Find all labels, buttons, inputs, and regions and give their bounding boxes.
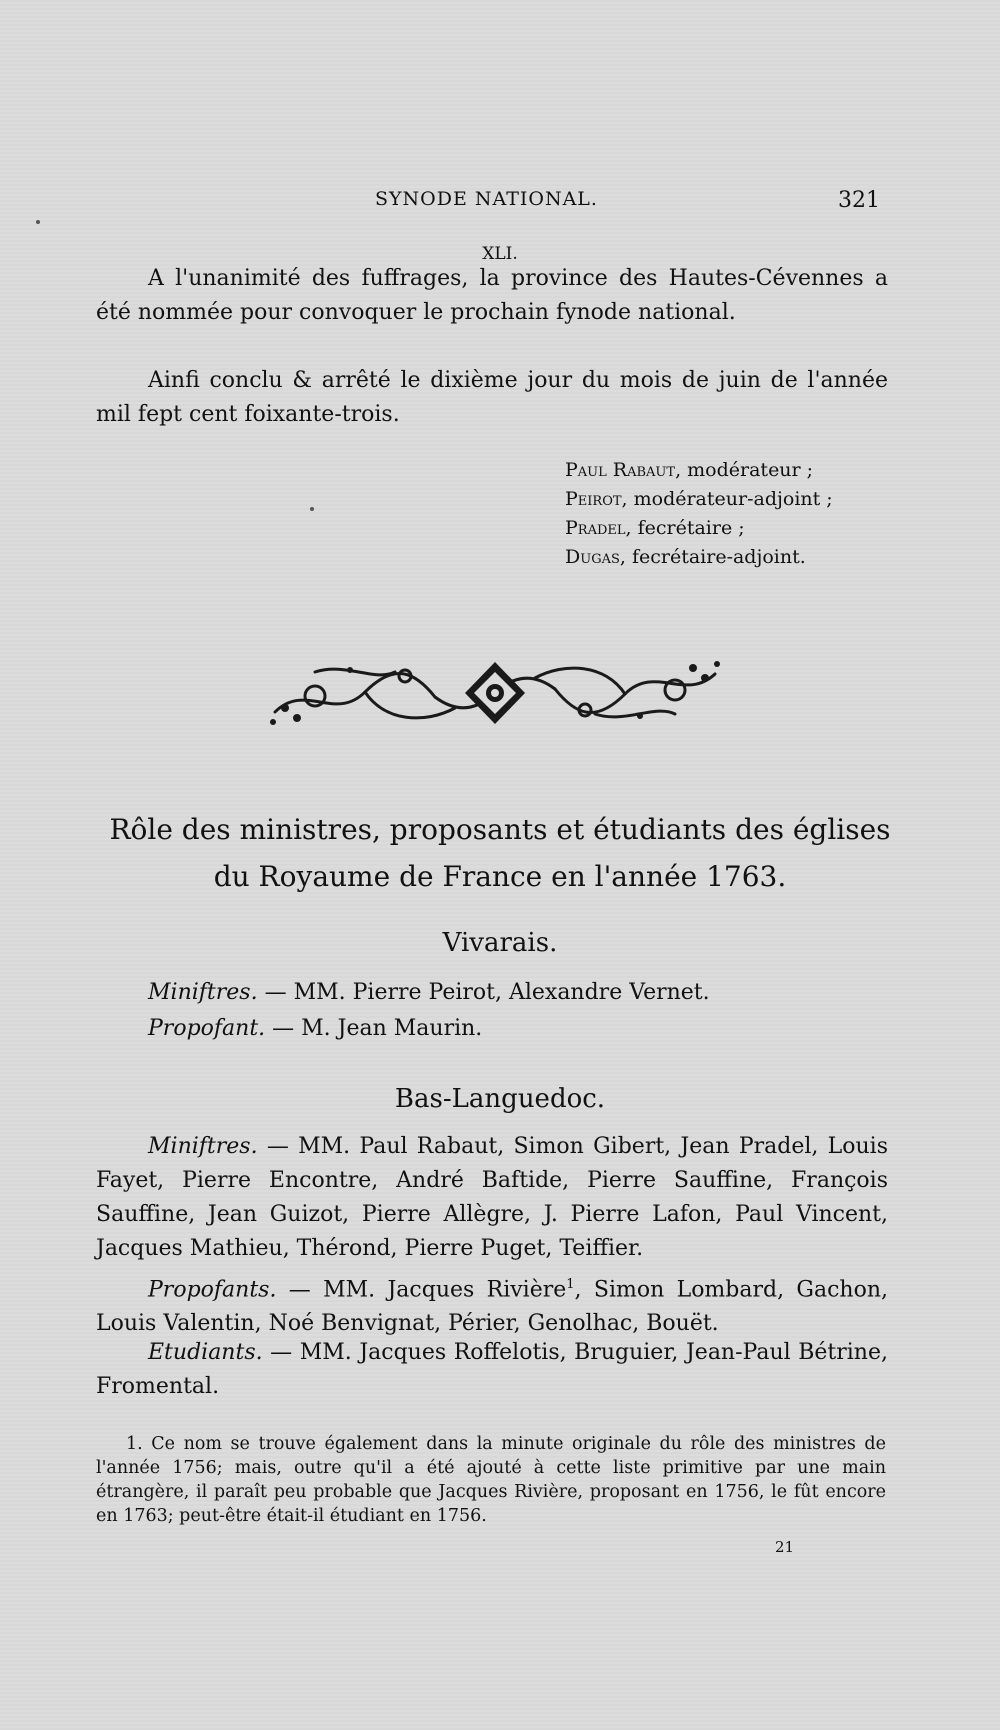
footnote: 1. Ce nom se trouve également dans la minute originale du rôle des ministres de l'année 1756; mais, outre qu'il a été ajouté à cette liste primitive par une main étrangère, il paraît peu probable que Jacques Rivière, proposant en 1756, le fût encore en 1763; peut-être était-il étudiant en 1756.	[96, 1434, 886, 1526]
region-heading-bas-languedoc: Bas-Languedoc.	[394, 1084, 606, 1114]
bas-languedoc-ministres	[96, 1130, 888, 1266]
entry-text: — MM. Pierre Peirot, Alexandre Vernet.	[257, 980, 710, 1005]
running-title: SYNODE NATIONAL.	[375, 188, 598, 210]
entry-label: Miniftres.	[148, 980, 258, 1005]
entry-label: Etudiants.	[148, 1340, 263, 1365]
signatory-name: Pradel	[565, 517, 626, 539]
signature-mark: 21	[775, 1538, 795, 1556]
bas-languedoc-etudiants	[96, 1336, 888, 1404]
section-title-line: du Royaume de France en l'année 1763.	[213, 860, 787, 893]
footnote-marker: 1	[566, 1277, 575, 1292]
signatory-name: Paul Rabaut	[565, 459, 676, 481]
entry-label: Propofant.	[148, 1016, 266, 1041]
entry-text: — MM. Jacques Rivière	[276, 1277, 567, 1303]
entry-label: Miniftres.	[148, 1134, 258, 1159]
signatory-role: , fecrétaire-adjoint.	[619, 546, 806, 568]
section-title	[0, 806, 1000, 900]
entry-text: — MM. Jacques Roffelotis, Bruguier, Jean-Paul Bétrine, Fromental.	[96, 1340, 888, 1399]
speck	[310, 507, 314, 511]
region-heading-vivarais: Vivarais.	[442, 928, 558, 958]
signatory-role: , modérateur ;	[675, 459, 814, 481]
article-paragraph: Ainfi conclu & arrêté le dixième jour du mois de juin de l'année mil fept cent foixante-trois.	[96, 368, 888, 427]
signatory-line	[565, 543, 806, 572]
bas-languedoc-proposants	[96, 1268, 888, 1341]
section-title-line: Rôle des ministres, proposants et étudiants des églises	[109, 813, 891, 846]
signatory-role: , fecrétaire ;	[625, 517, 745, 539]
speck	[36, 220, 40, 224]
signatory-line	[565, 456, 813, 485]
running-header	[0, 188, 1000, 218]
page-number: 321	[838, 188, 880, 213]
signatory-line	[565, 485, 833, 514]
entry-label: Propofants.	[148, 1277, 277, 1303]
entry-text: — MM. Paul Rabaut, Simon Gibert, Jean Pradel, Louis Fayet, Pierre Encontre, André Baftide, Pierre Sauffine, François Sauffine, Jean Guizot, Pierre Allègre, J. Pierre Lafon, Paul Vincent, Jacques Mathieu, Thérond, Pierre Puget, Teiffier.	[96, 1134, 888, 1261]
article-paragraph: A l'unanimité des fuffrages, la province des Hautes-Cévennes a été nommée pour convoquer le prochain fynode national.	[96, 266, 888, 325]
entry-text: , Simon Lombard, Gachon, Louis Valentin, Noé Benvignat, Périer, Genolhac, Bouët.	[96, 1277, 889, 1337]
ornamental-fleuron	[255, 652, 735, 734]
signatory-line	[565, 514, 745, 543]
article-number: XLI.	[482, 244, 518, 264]
signatory-name: Peirot	[565, 488, 622, 510]
vivarais-proposant	[96, 1012, 888, 1046]
vivarais-ministres	[96, 976, 888, 1010]
signatory-name: Dugas	[565, 546, 620, 568]
signatory-role: , modérateur-adjoint ;	[621, 488, 833, 510]
entry-text: — M. Jean Maurin.	[265, 1016, 483, 1041]
